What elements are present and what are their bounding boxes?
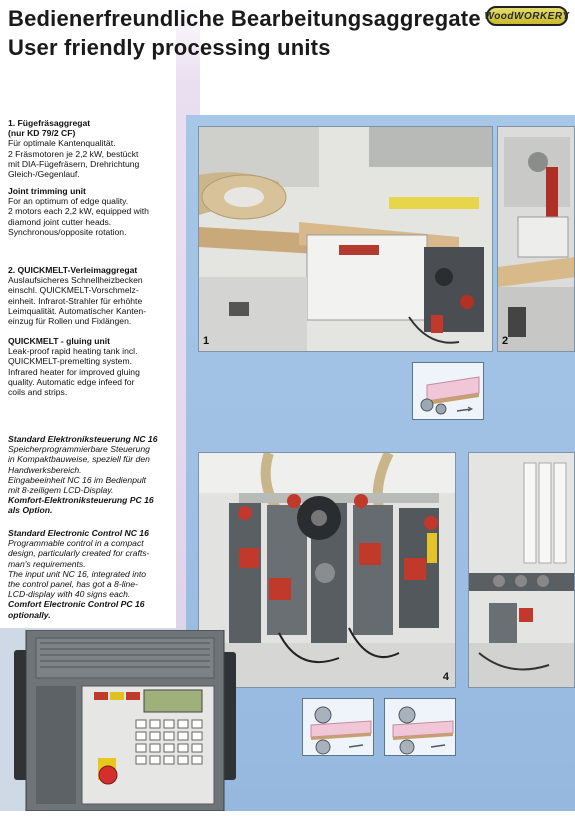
option-line: optionally.: [8, 609, 51, 620]
section-joint-trimming-de: [8, 118, 180, 179]
body-line: 2 motors each 2,2 kW, equipped with: [8, 206, 149, 217]
body-line: Speicherprogrammierbare Steuerung: [8, 444, 150, 455]
body-line: 2 Fräsmotoren je 2,2 kW, bestückt: [8, 148, 139, 159]
diagram-trimming-right: [384, 698, 456, 756]
body-line: Für optimale Kantenqualität.: [8, 138, 116, 149]
body-line: Auslaufsicheres Schnellheizbecken: [8, 275, 143, 286]
body-line: the control panel, has got a 8-line-: [8, 579, 138, 590]
body-line: man's requirements.: [8, 558, 86, 569]
photo-number: 1: [203, 335, 210, 347]
photo-number: 2: [502, 335, 509, 347]
section-heading: 1. Fügefräsaggregat: [8, 118, 91, 128]
section-heading: QUICKMELT - gluing unit: [8, 336, 110, 346]
section-heading: Standard Elektroniksteuerung NC 16: [8, 434, 158, 444]
option-line: Comfort Electronic Control PC 16: [8, 599, 145, 610]
brand-logo-text: WoodWORKERY: [484, 10, 570, 22]
section-subheading: (nur KD 79/2 CF): [8, 128, 76, 139]
body-line: einheit. Infrarot-Strahler für erhöhte: [8, 295, 143, 306]
photo-edge-processing-units: [198, 452, 456, 688]
body-line: mit 8-zeiligem LCD-Display.: [8, 485, 114, 496]
page-title-german: Bedienerfreundliche Bearbeitungsaggregate: [8, 6, 481, 31]
option-line: Komfort-Elektroniksteuerung PC 16: [8, 495, 154, 506]
body-line: mit DIA-Fügefräsern, Drehrichtung: [8, 158, 140, 169]
section-quickmelt-de: [8, 265, 180, 326]
body-line: For an optimum of edge quality.: [8, 196, 129, 207]
body-line: Programmable control in a compact: [8, 538, 144, 549]
body-line: Synchronous/opposite rotation.: [8, 226, 127, 237]
diagram-joint-trimming: [412, 362, 484, 420]
photo-number: 4: [442, 671, 449, 683]
body-line: Leimqualität. Automatischer Kanten-: [8, 305, 147, 316]
brand-logo: [486, 6, 568, 26]
photo-quickmelt-unit: [497, 126, 575, 352]
page-title-english: User friendly processing units: [8, 35, 331, 60]
body-line: coils and strips.: [8, 387, 68, 398]
section-heading: Standard Electronic Control NC 16: [8, 528, 149, 538]
body-line: The input unit NC 16, integrated into: [8, 568, 147, 579]
photo-infeed-detail: [468, 452, 575, 688]
diagram-trimming-left: [302, 698, 374, 756]
section-quickmelt-en: [8, 336, 180, 397]
body-line: einzug für Rollen und Fixlängen.: [8, 316, 132, 327]
body-line: einschl. QUICKMELT-Vorschmelz-: [8, 285, 139, 296]
section-heading: Joint trimming unit: [8, 186, 86, 196]
body-line: diamond joint cutter heads.: [8, 216, 112, 227]
body-line: Eingabeeinheit NC 16 im Bedienpult: [8, 474, 147, 485]
body-line: design, particularly created for crafts-: [8, 548, 150, 559]
control-panel-nc16-image: [14, 630, 236, 811]
body-line: Gleich-/Gegenlauf.: [8, 169, 80, 180]
section-control-en: [8, 528, 180, 620]
body-line: Leak-proof rapid heating tank incl.: [8, 346, 138, 357]
body-line: quality. Automatic edge infeed for: [8, 376, 135, 387]
option-line: als Option.: [8, 505, 53, 516]
body-line: QUICKMELT-premelting system.: [8, 356, 133, 367]
body-line: Infrared heater for improved gluing: [8, 366, 140, 377]
section-heading: 2. QUICKMELT-Verleimaggregat: [8, 265, 138, 275]
body-line: in Kompaktbauweise, speziell für den: [8, 454, 150, 465]
photo-joint-trimming-unit: [198, 126, 493, 352]
section-control-de: [8, 434, 180, 516]
body-line: Handwerksbereich.: [8, 464, 82, 475]
section-joint-trimming-en: [8, 186, 180, 237]
body-line: LCD-display with 40 signs each.: [8, 589, 131, 600]
